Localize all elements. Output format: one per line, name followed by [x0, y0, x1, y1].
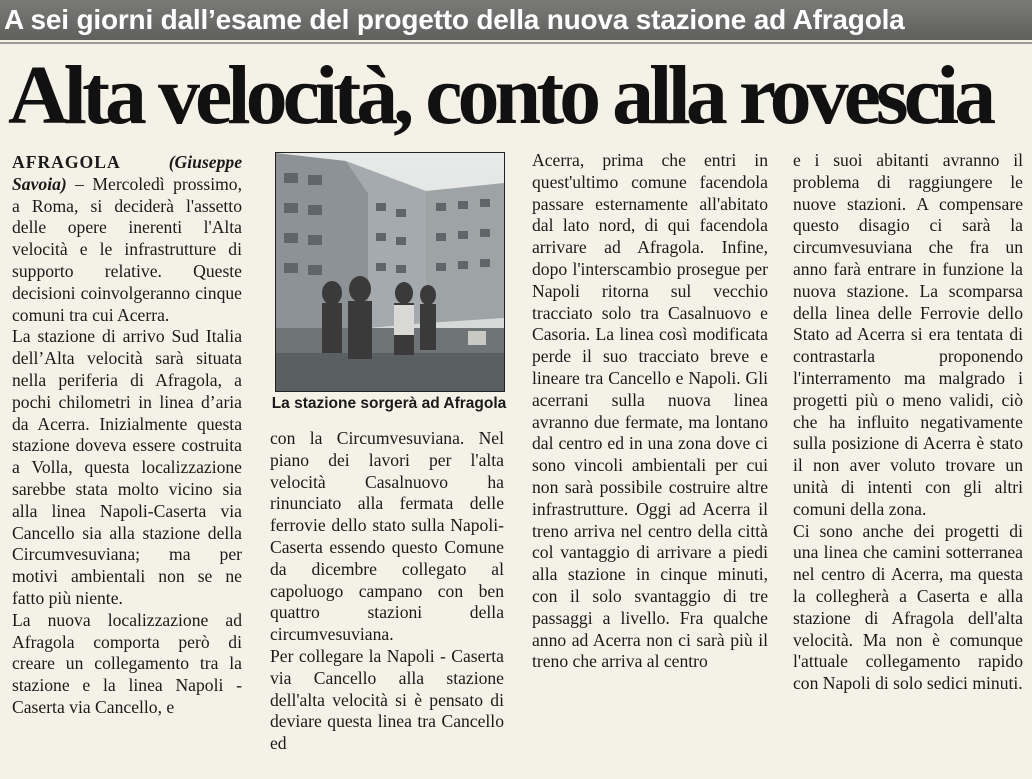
paragraph: La nuova localizzazione ad Afragola comporta però di creare un collegamento tra la stazione e la linea Napoli - Caserta via Cancello, e [12, 609, 242, 717]
paragraph: Per collegare la Napoli - Caserta via Cancello alla stazione dell'alta velocità si è pensato di deviare questa linea tra Cancello ed [270, 645, 504, 754]
paragraph: con la Circumvesuviana. Nel piano dei lavori per l'alta velocità Casalnuovo ha rinunciato alla fermata delle ferrovie dello stato sulla Napoli-Caserta essendo questo Comune da dicembre collegato al capoluogo campano con ben quattro stazioni della circumvesuviana. [270, 428, 504, 645]
lead-paragraph [12, 152, 242, 326]
paragraph: La stazione di arrivo Sud Italia dell’Alta velocità sarà situata nella periferia di Afragola, a pochi chilometri in linea d’aria da Acerra. Inizialmente questa stazione doveva essere costruita a Volla, questa localizzazione sarebbe stata molto vicino sia alla linea Napoli-Caserta via Cancello sia alla stazione della Circumvesuviana; ma per motivi ambientali non se ne fatto più niente. [12, 326, 242, 608]
column-1 [12, 152, 242, 774]
paragraph: Acerra, prima che entri in quest'ultimo comune facendola passare esternamente all'abitato dal lato nord, di qui facendola arrivare ad Afragola. Infine, dopo l'interscambio prosegue per Napoli ritorna sul vecchio tracciato solo tra Casalnuovo e Casoria. La linea così modificata perde il suo tracciato breve e lineare tra Cancello e Napoli. Gli acerrani sulla nuova linea avranno due fermate, ma lontano dal centro ed in una zona dove ci sono vincoli ambientali per cui non sarà possibile costruire altre infrastrutture. Oggi ad Acerra il treno arriva nel centro della città col vantaggio di arrivare a piedi alla stazione in cinque minuti, con il solo svantaggio di tre passaggi a livello. Fra qualche anno ad Acerra non ci sarà più il treno che arriva al centro [532, 150, 768, 672]
column-4 [793, 150, 1023, 774]
column-2 [270, 428, 504, 774]
paragraph: – Mercoledì prossimo, a Roma, si deciderà l'assetto delle opere inerenti l'Alta velocità e le infrastrutture di supporto relative. Queste decisioni coinvolgeranno cinque comuni tra cui Acerra. [12, 173, 242, 325]
headline: Alta velocità, conto alla rovescia [8, 49, 992, 142]
paragraph: e i suoi abitanti avranno il problema di raggiungere le nuove stazioni. A compensare questo disagio ci sarà la circumvesuviana che fra un anno farà entrare in funzione la nuova stazione. La scomparsa della linea delle Ferrovie dello Stato ad Acerra si era tentata di contrastarla proponendo l'interramento ma malgrado i progetti più o meno validi, ciò che ha influito negativamente sulla posizione di Acerra è stato il non aver voluto trovare un unità di intenti con gli altri comuni della zona. [793, 150, 1023, 519]
kicker: A sei giorni dall’esame del progetto della nuova stazione ad Afragola [0, 0, 1032, 40]
byline-place: AFRAGOLA [12, 152, 121, 172]
byline-name: (Giuseppe Savoia) [12, 152, 242, 194]
station-photo [275, 152, 505, 392]
station-photo-image [276, 153, 504, 391]
paragraph: Ci sono anche dei progetti di una linea che camini sotterranea nel centro di Acerra, ma questa la collegherà a Caserta e alla stazione di Afragola dell'alta velocità. Ma non è comunque l'attuale collegamento rapido con Napoli di solo sedici minuti. [793, 520, 1023, 694]
photo-caption: La stazione sorgerà ad Afragola [271, 395, 507, 412]
column-3 [532, 150, 768, 774]
